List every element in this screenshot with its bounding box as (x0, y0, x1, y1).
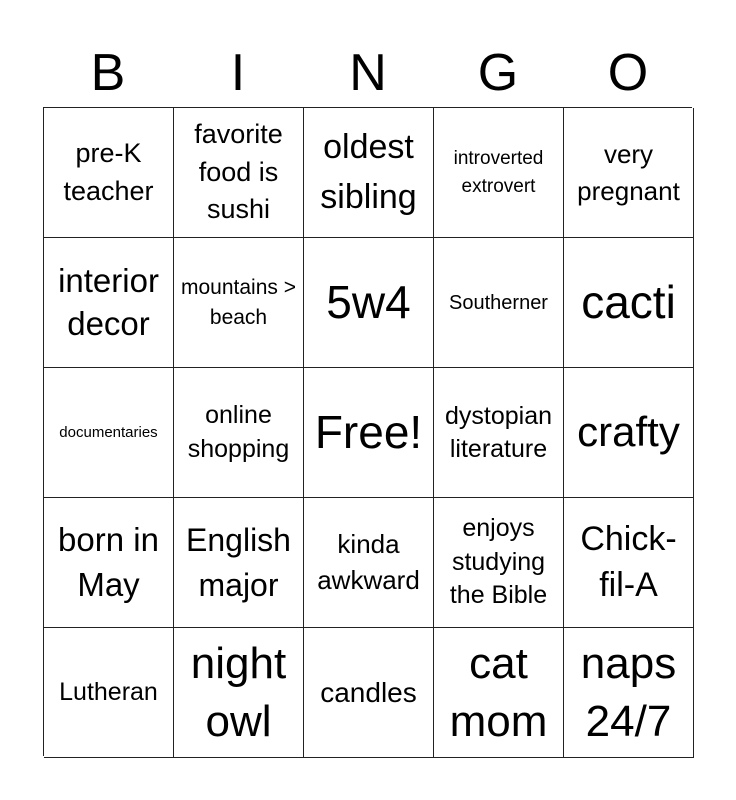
header-letter-g: G (477, 44, 519, 102)
bingo-cell-r4c1[interactable]: born in May (44, 498, 174, 628)
bingo-cell-r4c3[interactable]: kinda awkward (304, 498, 434, 628)
bingo-cell-r2c2[interactable]: mountains > beach (174, 238, 304, 368)
bingo-cell-r2c5[interactable]: cacti (564, 238, 694, 368)
bingo-cell-r4c5[interactable]: Chick-fil-A (564, 498, 694, 628)
bingo-cell-r1c1[interactable]: pre-K teacher (44, 108, 174, 238)
bingo-cell-r1c2[interactable]: favorite food is sushi (174, 108, 304, 238)
bingo-cell-r5c1[interactable]: Lutheran (44, 628, 174, 758)
bingo-cell-r4c2[interactable]: English major (174, 498, 304, 628)
bingo-card (43, 107, 692, 756)
bingo-cell-r1c3[interactable]: oldest sibling (304, 108, 434, 238)
header-letter-b: B (90, 44, 126, 102)
bingo-cell-r1c4[interactable]: introverted extrovert (434, 108, 564, 238)
bingo-cell-r3c3[interactable]: Free! (304, 368, 434, 498)
bingo-cell-r4c4[interactable]: enjoys studying the Bible (434, 498, 564, 628)
bingo-cell-r3c5[interactable]: crafty (564, 368, 694, 498)
bingo-cell-r5c4[interactable]: cat mom (434, 628, 564, 758)
bingo-cell-r5c2[interactable]: night owl (174, 628, 304, 758)
header-letter-i: I (230, 44, 246, 102)
bingo-cell-r5c5[interactable]: naps 24/7 (564, 628, 694, 758)
bingo-cell-r3c1[interactable]: documentaries (44, 368, 174, 498)
bingo-cell-r2c1[interactable]: interior decor (44, 238, 174, 368)
bingo-cell-r5c3[interactable]: candles (304, 628, 434, 758)
bingo-cell-r3c2[interactable]: online shopping (174, 368, 304, 498)
bingo-header (43, 40, 693, 106)
bingo-cell-r2c4[interactable]: Southerner (434, 238, 564, 368)
bingo-cell-r2c3[interactable]: 5w4 (304, 238, 434, 368)
bingo-cell-r3c4[interactable]: dystopian literature (434, 368, 564, 498)
header-letter-o: O (607, 44, 649, 102)
header-letter-n: N (349, 44, 387, 102)
bingo-cell-r1c5[interactable]: very pregnant (564, 108, 694, 238)
